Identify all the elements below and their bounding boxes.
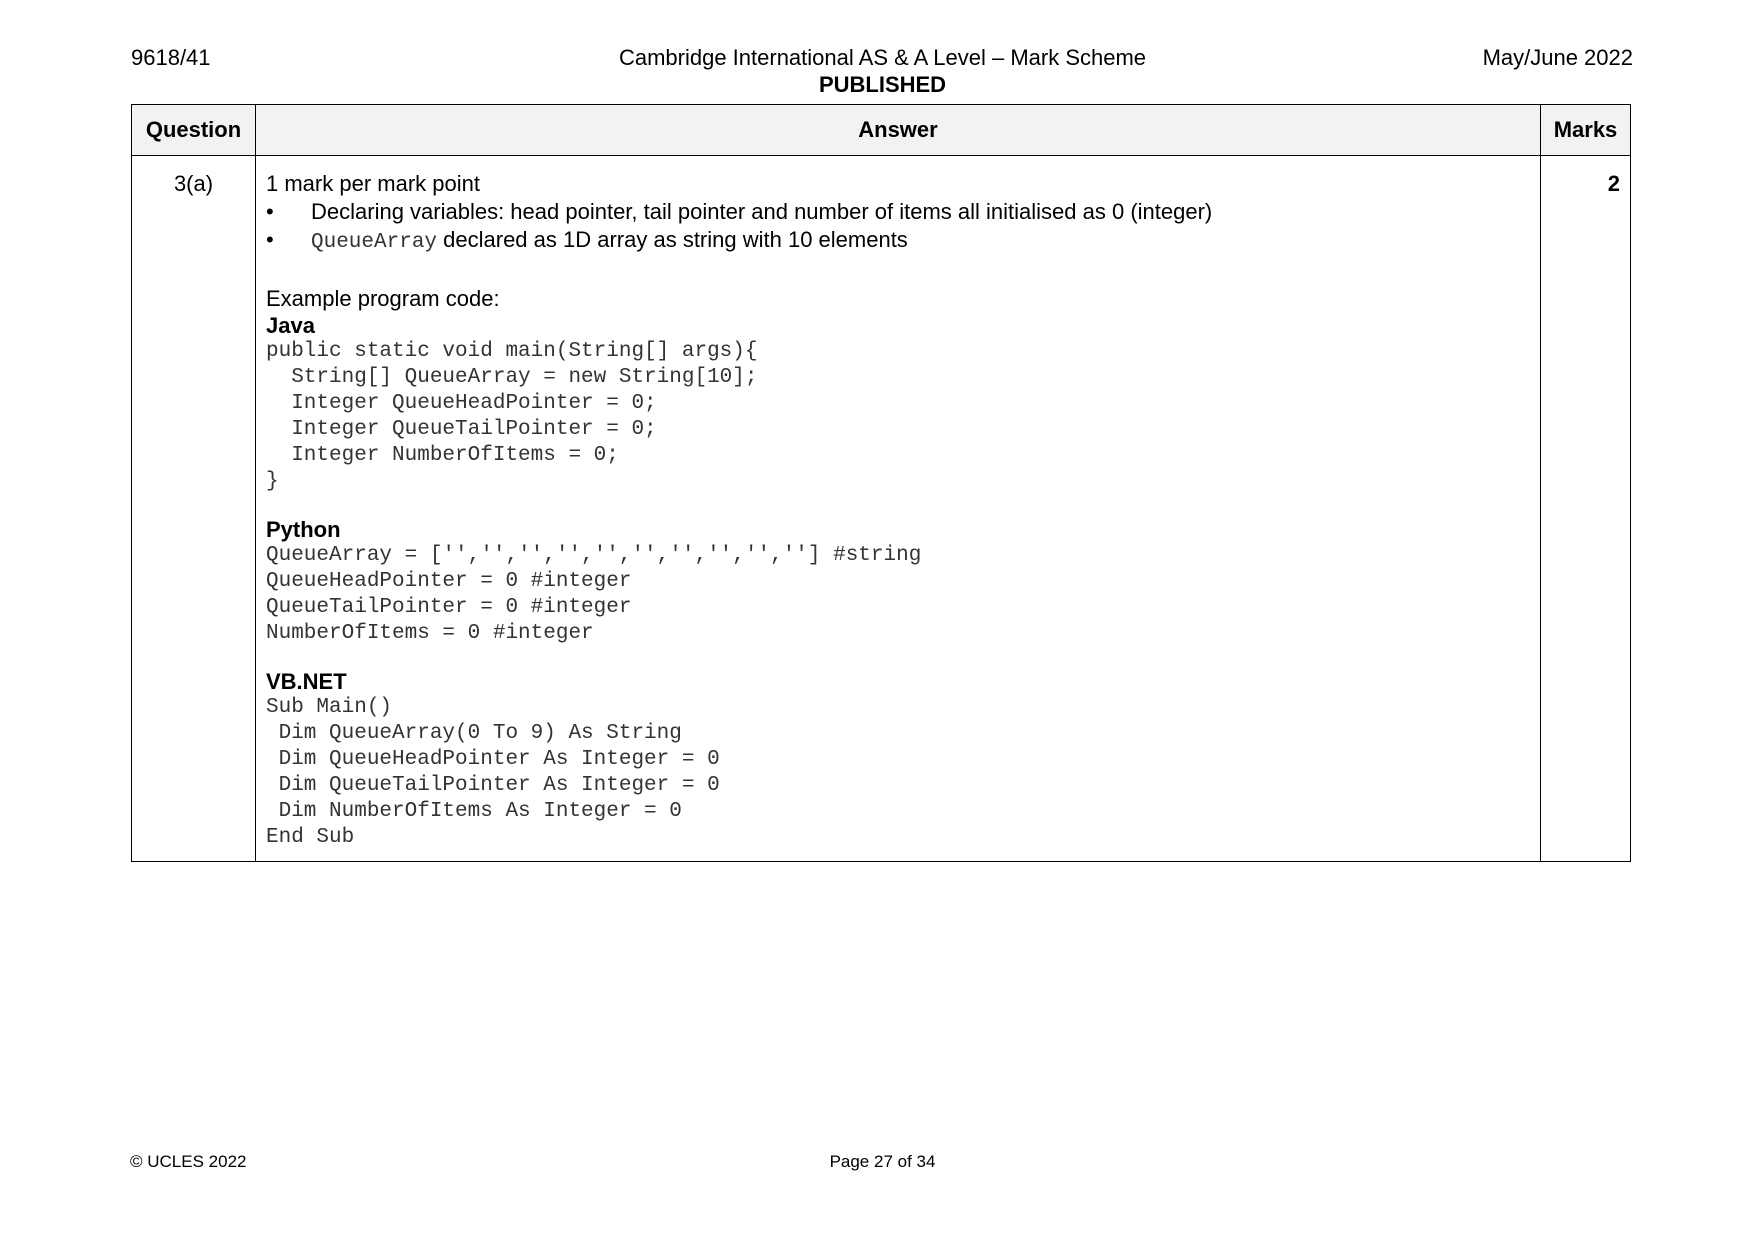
table-row	[132, 156, 1631, 862]
mark-point-1-text: Declaring variables: head pointer, tail pointer and number of items all initialised as 0 (integer)	[311, 199, 1213, 224]
vbnet-code: Sub Main() Dim QueueArray(0 To 9) As String Dim QueueHeadPointer As Integer = 0 Dim QueueTailPointer As Integer = 0 Dim NumberOfItems As Integer = 0 End Sub	[266, 696, 720, 849]
mark-point-intro: 1 mark per mark point	[266, 171, 480, 196]
marks-value: 2	[1541, 156, 1631, 862]
bullet-icon: •	[266, 227, 274, 252]
published-label: PUBLISHED	[818, 72, 947, 97]
mark-point-2	[266, 226, 1530, 257]
marks-column-header: Marks	[1541, 105, 1631, 156]
java-label: Java	[266, 313, 315, 338]
document-title: Cambridge International AS & A Level – Mark Scheme	[618, 45, 1147, 70]
mark-scheme-table	[131, 104, 1631, 862]
question-number: 3(a)	[132, 156, 256, 862]
answer-column-header: Answer	[256, 105, 1541, 156]
mark-points-list	[266, 198, 1530, 257]
mark-point-2-text: declared as 1D array as string with 10 elements	[437, 227, 908, 252]
python-code: QueueArray = ['','','','','','','','','',''] #string QueueHeadPointer = 0 #integer QueueTailPointer = 0 #integer NumberOfItems = 0 #integer	[266, 544, 922, 645]
example-label: Example program code:	[266, 286, 500, 311]
question-column-header: Question	[132, 105, 256, 156]
mark-point-2-code: QueueArray	[311, 231, 438, 254]
exam-session: May/June 2022	[1482, 45, 1633, 70]
page-number: Page 27 of 34	[829, 1152, 936, 1171]
vbnet-label: VB.NET	[266, 669, 347, 694]
syllabus-code: 9618/41	[131, 45, 211, 70]
table-header-row	[132, 105, 1631, 156]
java-code: public static void main(String[] args){ String[] QueueArray = new String[10]; Integer QueueHeadPointer = 0; Integer QueueTailPointer = 0; Integer NumberOfItems = 0; }	[266, 340, 758, 493]
bullet-icon: •	[266, 199, 274, 224]
python-label: Python	[266, 517, 341, 542]
mark-point-1	[266, 198, 1530, 226]
answer-cell	[256, 156, 1541, 862]
copyright: © UCLES 2022	[130, 1152, 247, 1171]
